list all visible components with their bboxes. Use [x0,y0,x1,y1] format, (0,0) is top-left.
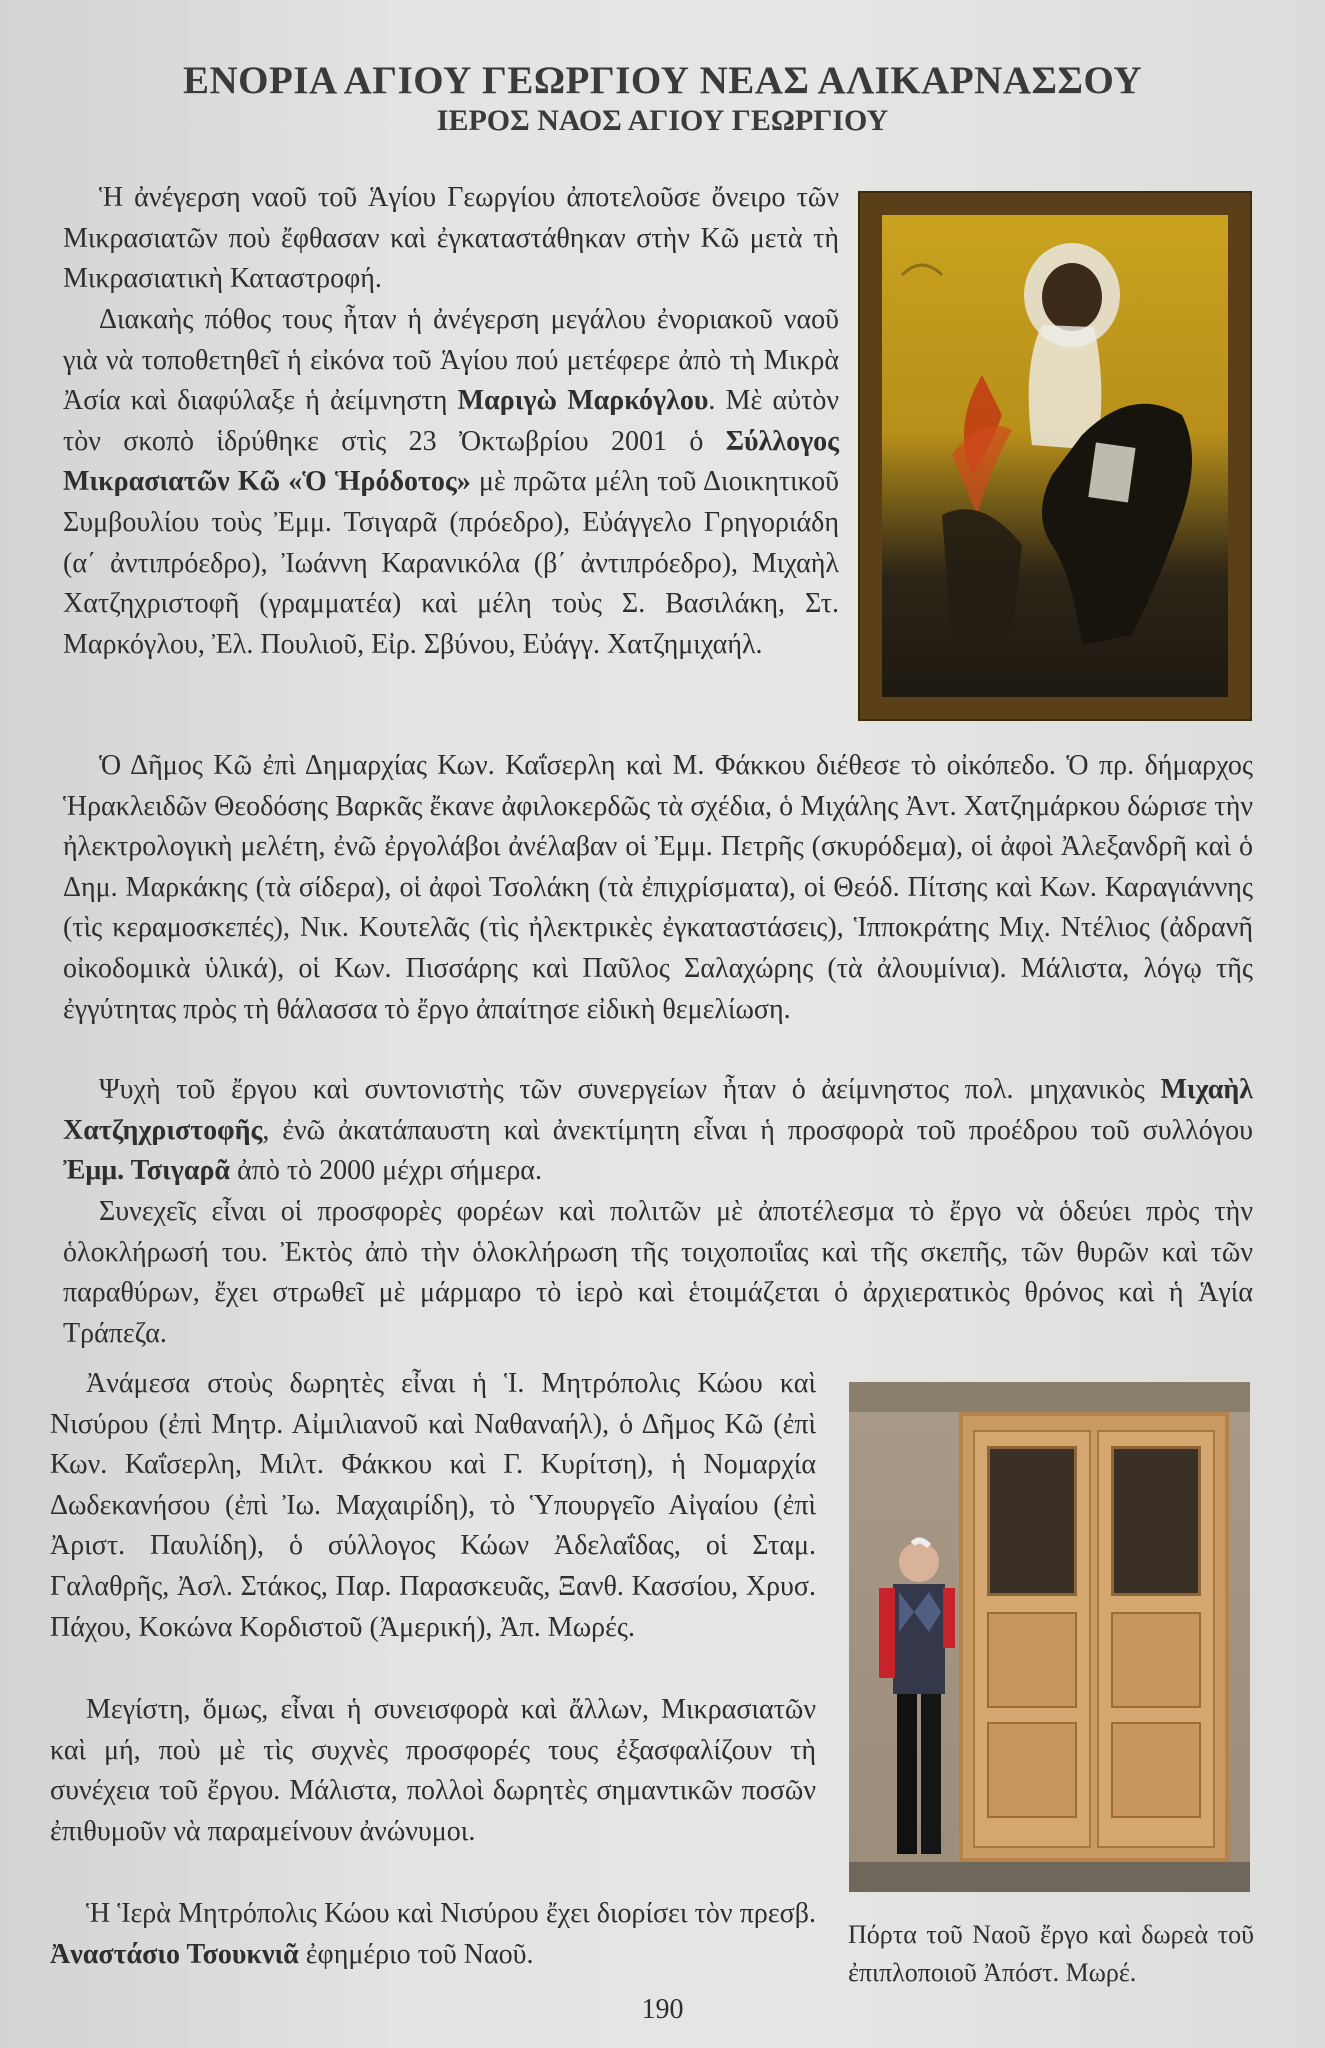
man-figure [869,1532,957,1862]
page-title: ΕΝΟΡΙΑ ΑΓΙΟΥ ΓΕΩΡΓΙΟΥ ΝΕΑΣ ΑΛΙΚΑΡΝΑΣΣΟΥ [182,59,1142,102]
paragraph-3: Ὁ Δῆμος Κῶ ἐπὶ Δημαρχίας Κων. Καΐσερλη καὶ Μ. Φάκκου διέθεσε τὸ οἰκόπεδο. Ὁ πρ. δήμαρχος Ἡρακλειδῶν Θεοδόσης Βαρκᾶς ἔκανε ἀφιλοκερδῶς τὰ σχέδια, ὁ Μιχάλης Ἀντ. Χατζημάρκου δώρισε τὴν ἠλεκτρολογικὴ μελέτη, ἐνῶ ἐργολάβοι ἀνέλαβαν οἱ Ἐμμ. Πετρῆς (σκυρόδεμα), οἱ ἀφοὶ Ἀλεξανδρῆ καὶ ὁ Δημ. Μαρκάκης (τὰ σίδερα), οἱ ἀφοὶ Τσολάκη (τὰ ἐπιχρίσματα), οἱ Θεόδ. Πίτσης καὶ Κων. Καραγιάννης (τὶς κεραμοσκεπές), Νικ. Κουτελᾶς (τὶς ἠλεκτρικὲς ἐγκαταστάσεις), Ἱπποκράτης Μιχ. Ντέλιος (ἀδρανῆ οἰκοδομικὰ ὑλικά), οἱ Κων. Πισσάρης καὶ Παῦλος Σαλαχώρης (τὰ ἀλουμίνια). Μάλιστα, λόγῳ τῆς ἐγγύτητας πρὸς τὴ θάλασσα τὸ ἔργο ἀπαίτησε εἰδικὴ θεμελίωση. [63,750,1253,1025]
paragraph-8: Ἡ Ἱερὰ Μητρόπολις Κώου καὶ Νισύρου ἔχει διορίσει τὸν πρεσβ. Ἀναστάσιο Τσουκνιᾶ ἐφημέριο τοῦ Ναοῦ. [50,1898,816,1970]
church-door [959,1412,1229,1862]
paragraph-5: Συνεχεῖς εἶναι οἱ προσφορὲς φορέων καὶ πολιτῶν μὲ ἀποτέλεσμα τὸ ἔργο νὰ ὁδεύει πρὸς τὴν ὁλοκλήρωσή του. Ἐκτὸς ἀπὸ τὴν ὁλοκλήρωση τῆς τοιχοποιΐας καὶ τῆς σκεπῆς, τῶν θυρῶν καὶ τῶν παραθύρων, ἔχει στρωθεῖ μὲ μάρμαρο τὸ ἱερὸ καὶ ἑτοιμάζεται ὁ ἀρχιερατικὸς θρόνος καὶ ἡ Ἁγία Τράπεζα. [63,1196,1253,1349]
door-photo [849,1382,1250,1892]
paragraph-6: Ἀνάμεσα στοὺς δωρητὲς εἶναι ἡ Ἱ. Μητρόπολις Κώου καὶ Νισύρου (ἐπὶ Μητρ. Αἰμιλιανοῦ καὶ Ναθαναήλ), ὁ Δῆμος Κῶ (ἐπὶ Κων. Καΐσερλη, Μιλτ. Φάκκου καὶ Γ. Κυρίτση), ἡ Νομαρχία Δωδεκανήσου (ἐπὶ Ἰω. Μαχαιρίδη), τὸ Ὑπουργεῖο Αἰγαίου (ἐπὶ Ἀριστ. Παυλίδη), ὁ σύλλογος Κώων Ἀδελαΐδας, οἱ Σταμ. Γαλαθρῆς, Ἀσλ. Στάκος, Παρ. Παρασκευᾶς, Ξανθ. Κασσίου, Χρυσ. Πάχου, Κοκώνα Κορδιστοῦ (Ἀμερική), Ἀπ. Μωρές. [50,1368,816,1643]
icon-photo [858,191,1252,721]
paragraph-1: Ἡ ἀνέγερση ναοῦ τοῦ Ἁγίου Γεωργίου ἀποτελοῦσε ὄνειρο τῶν Μικρασιατῶν ποὺ ἔφθασαν καὶ ἐγκαταστάθηκαν στὴν Κῶ μετὰ τὴ Μικρασιατικὴ Καταστροφή. [63,182,839,295]
paragraph-2: Διακαὴς πόθος τους ἦταν ἡ ἀνέγερση μεγάλου ἐνοριακοῦ ναοῦ γιὰ νὰ τοποθετηθεῖ ἡ εἰκόνα τοῦ Ἁγίου πού μετέφερε ἀπὸ τὴ Μικρὰ Ἀσία καὶ διαφύλαξε ἡ ἀείμνηστη Μαριγὼ Μαρκόγλου. Μὲ αὐτὸν τὸν σκοπὸ ἱδρύθηκε στὶς 23 Ὀκτωβρίου 2001 ὁ Σύλλογος Μικρασιατῶν Κῶ «Ὁ Ἡρόδοτος» μὲ πρῶτα μέλη τοῦ Διοικητικοῦ Συμβουλίου τοὺς Ἐμμ. Τσιγαρᾶ (πρόεδρο), Εὐάγγελο Γρηγοριάδη (α΄ ἀντιπρόεδρο), Ἰωάννη Καρανικόλα (β΄ ἀντιπρόεδρο), Μιχαὴλ Χατζηχριστοφῆ (γραμματέα) καὶ μέλη τοὺς Σ. Βασιλάκη, Στ. Μαρκόγλου, Ἐλ. Πουλιοῦ, Εἰρ. Σβύνου, Εὐάγγ. Χατζημιχαήλ. [63,304,839,660]
page-number: 190 [641,1994,684,2025]
paragraph-4: Ψυχὴ τοῦ ἔργου καὶ συντονιστὴς τῶν συνεργείων ἦταν ὁ ἀείμνηστος πολ. μηχανικὸς Μιχαὴλ Χατζηχριστοφῆς, ἐνῶ ἀκατάπαυστη καὶ ἀνεκτίμητη εἶναι ἡ προσφορὰ τοῦ προέδρου τοῦ συλλόγου Ἐμμ. Τσιγαρᾶ ἀπὸ τὸ 2000 μέχρι σήμερα. [63,1074,1253,1187]
paragraph-7: Μεγίστη, ὅμως, εἶναι ἡ συνεισφορὰ καὶ ἄλλων, Μικρασιατῶν καὶ μή, ποὺ μὲ τὶς συχνὲς προσφορές τους ἐξασφαλίζουν τὴ συνέχεια τοῦ ἔργου. Μάλιστα, πολλοὶ δωρητὲς σημαντικῶν ποσῶν ἐπιθυμοῦν νὰ παραμείνουν ἀνώνυμοι. [50,1694,816,1847]
photo-caption: Πόρτα τοῦ Ναοῦ ἔργο καὶ δωρεὰ τοῦ ἐπιπλοποιοῦ Ἀπόστ. Μωρέ. [848,1920,1254,1987]
page-subtitle: ΙΕΡΟΣ ΝΑΟΣ ΑΓΙΟΥ ΓΕΩΡΓΙΟΥ [436,104,889,137]
